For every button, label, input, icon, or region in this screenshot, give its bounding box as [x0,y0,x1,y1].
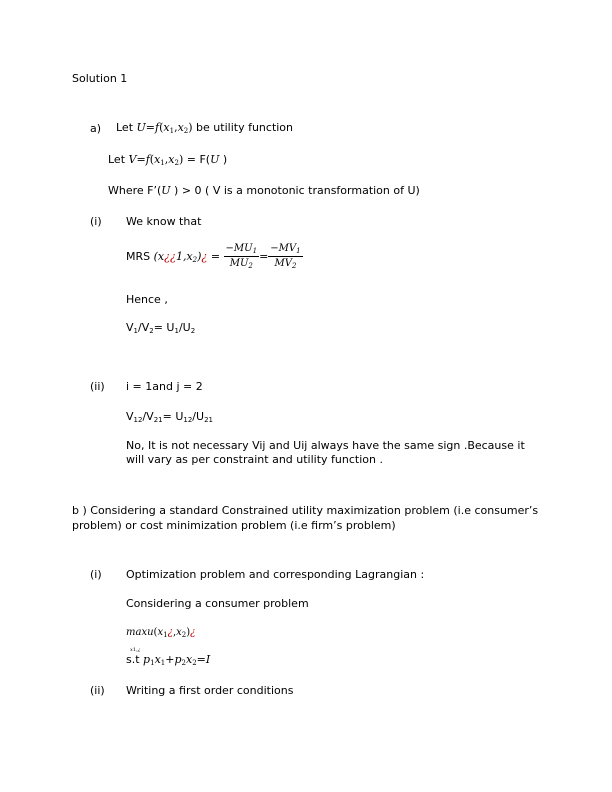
item-ii-marker: (ii) [90,380,105,393]
indices-text: i = 1and j = 2 [126,380,203,393]
fraction-mu: $\frac{-MU_1}{MU_2}$ [225,243,258,270]
mrs-equation: MRS $(x¿¿1,x_2)¿$ = $\frac{-MU_1}{MU_2}$ = $\frac{-MV_1}{MV_2}$ [126,243,301,270]
max-under-script: x1,¿ [130,647,141,653]
answer-text: No, It is not necessary Vij and Uij always have the same sign .Because it will vary as per constraint and utility function . [126,439,525,466]
v-u-ratio: $V_1/V_2= U_1/U_2$ [126,321,196,335]
part-a-marker: a) [90,122,102,135]
heading: Solution 1 [72,72,128,85]
consumer-problem-text: Considering a consumer problem [126,597,309,610]
item-b-i-title: Optimization problem and corresponding Lagrangian : [126,568,425,581]
part-a-line1: Let $U=f(x_1,x_2)$ be utility function [116,121,294,135]
item-i-marker: (i) [90,215,102,228]
fraction-mv: $\frac{-MV_1}{MV_2}$ [270,243,301,270]
item-b-ii-title: Writing a first order conditions [126,684,294,697]
item-b-ii-marker: (ii) [90,684,105,697]
part-b-intro: b ) Considering a standard Constrained utility maximization problem (i.e consumer’s problem) or cost minimization problem (i.e firm’s problem) [72,504,539,532]
item-b-i-marker: (i) [90,568,102,581]
v12-u12-ratio: $V_{12}/V_{21}= U_{12}/U_{21}$ [126,410,213,424]
part-a-line2: Let $V=f(x_1,x_2) = F(U$ ) [108,153,228,167]
part-a-line3: Where F’(U ) > 0 ( V is a monotonic transformation of U) [108,184,420,197]
hence-text: Hence , [126,293,168,306]
max-expression: $\max u(x_1¿,x_2)¿$ [126,627,196,639]
budget-constraint: s.t $p_1x_1+p_2x_2=I$ [126,653,211,667]
item-i-intro: We know that [126,215,202,228]
